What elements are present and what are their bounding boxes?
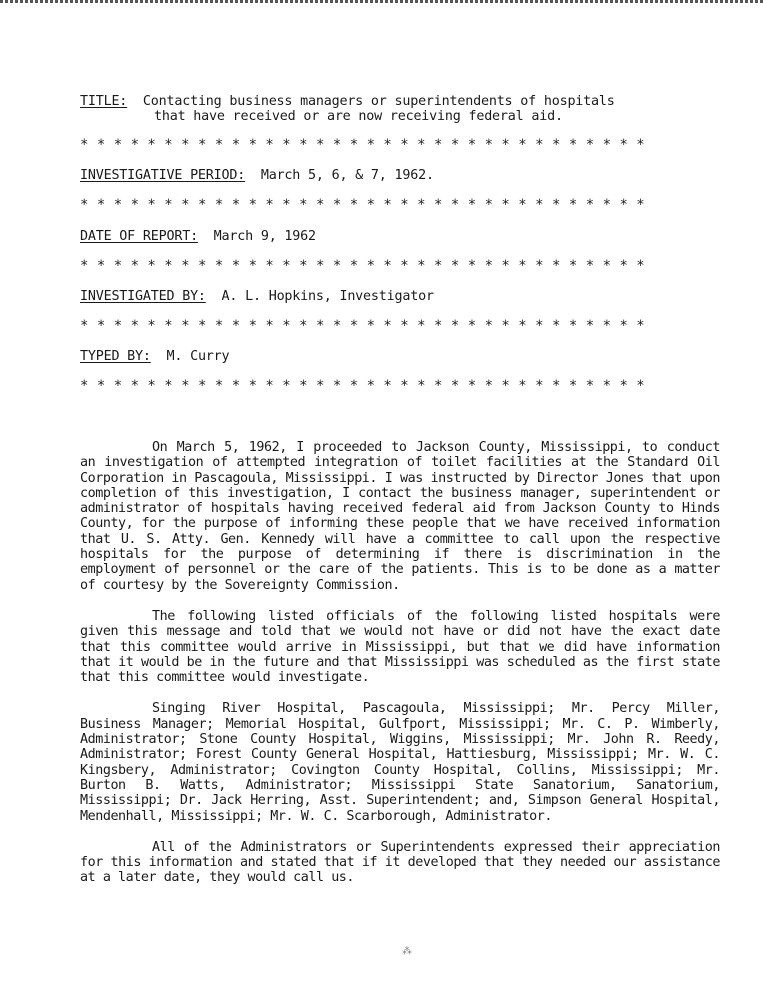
paragraph-2-text: The following listed officials of the following listed hospitals were given this message and told that we would not have or did not have the exact date that this committee would arrive in Mississippi, but that we did have information that it would be in the future and that Mississippi was scheduled as the first state that this committee would investigate.	[80, 608, 720, 686]
title-line-1	[80, 94, 615, 109]
period-value: March 5, 6, & 7, 1962.	[260, 168, 434, 183]
title-text-1: Contacting business managers or superintendents of hospitals	[142, 94, 615, 109]
separator-5: * * * * * * * * * * * * * * * * * * * * * * * * * * * * * * * * * *	[80, 378, 645, 394]
period-label: INVESTIGATIVE PERIOD:	[80, 168, 246, 183]
paragraph-3-text: Singing River Hospital, Pascagoula, Mississippi; Mr. Percy Miller, Business Manager; Memorial Hospital, Gulfport, Mississippi; Mr. C. P. Wimberly, Administrator; Stone County Hospital, Wiggins, Mississippi; Mr. John R. Reedy, Administrator; Forest County General Hospital, Hattiesburg, Mississippi; Mr. W. C. Kingsbery, Administrator; Covington County Hospital, Collins, Mississippi; Mr. Burton B. Watts, Administrator; Mississippi State Sanatorium, Sanatorium, Mississippi; Dr. Jack Herring, Asst. Superintendent; and, Simpson General Hospital, Mendenhall, Mississippi; Mr. W. C. Scarborough, Administrator.	[80, 701, 720, 824]
paragraph-3	[80, 701, 720, 823]
separator-3: * * * * * * * * * * * * * * * * * * * * * * * * * * * * * * * * * *	[80, 258, 645, 274]
separator-1: * * * * * * * * * * * * * * * * * * * * * * * * * * * * * * * * * *	[80, 137, 645, 153]
scan-speck: ⁂	[402, 946, 412, 957]
investigated-label: INVESTIGATED BY:	[80, 289, 206, 304]
separator-2: * * * * * * * * * * * * * * * * * * * * * * * * * * * * * * * * * *	[80, 197, 645, 213]
investigated-value: A. L. Hopkins, Investigator	[221, 289, 434, 304]
typed-value: M. Curry	[166, 349, 230, 364]
date-value: March 9, 1962	[213, 229, 316, 244]
paragraph-2	[80, 609, 720, 685]
paragraph-4-text: All of the Administrators or Superintendents expressed their appreciation for this information and stated that if it developed that they needed our assistance at a later date, they would call us.	[80, 839, 720, 886]
typed-line	[80, 349, 229, 364]
investigated-line	[80, 289, 434, 304]
period-line	[80, 168, 434, 183]
report-body	[80, 440, 720, 886]
paragraph-1-text: On March 5, 1962, I proceeded to Jackson County, Mississippi, to conduct an investigation of attempted integration of toilet facilities at the Standard Oil Corporation in Pascagoula, Mississippi. I was instructed by Director Jones that upon completion of this investigation, I contact the business manager, superintendent or administrator of hospitals having received federal aid from Jackson County to Hinds County, for the purpose of informing these people that we have received information that U. S. Atty. Gen. Kennedy will have a committee to call upon the respective hospitals for the purpose of determining if there is discrimination in the employment of personnel or the care of the patients. This is to be done as a matter of courtesy by the Sovereignty Commission.	[80, 440, 720, 593]
date-label: DATE OF REPORT:	[80, 229, 198, 244]
paragraph-4	[80, 840, 720, 886]
paragraph-1	[80, 440, 720, 593]
title-label: TITLE:	[80, 94, 128, 109]
title-line-2: that have received or are now receiving federal aid.	[154, 109, 563, 124]
separator-4: * * * * * * * * * * * * * * * * * * * * * * * * * * * * * * * * * *	[80, 318, 645, 334]
date-line	[80, 229, 316, 244]
typed-label: TYPED BY:	[80, 349, 151, 364]
page-top-edge	[0, 0, 763, 3]
